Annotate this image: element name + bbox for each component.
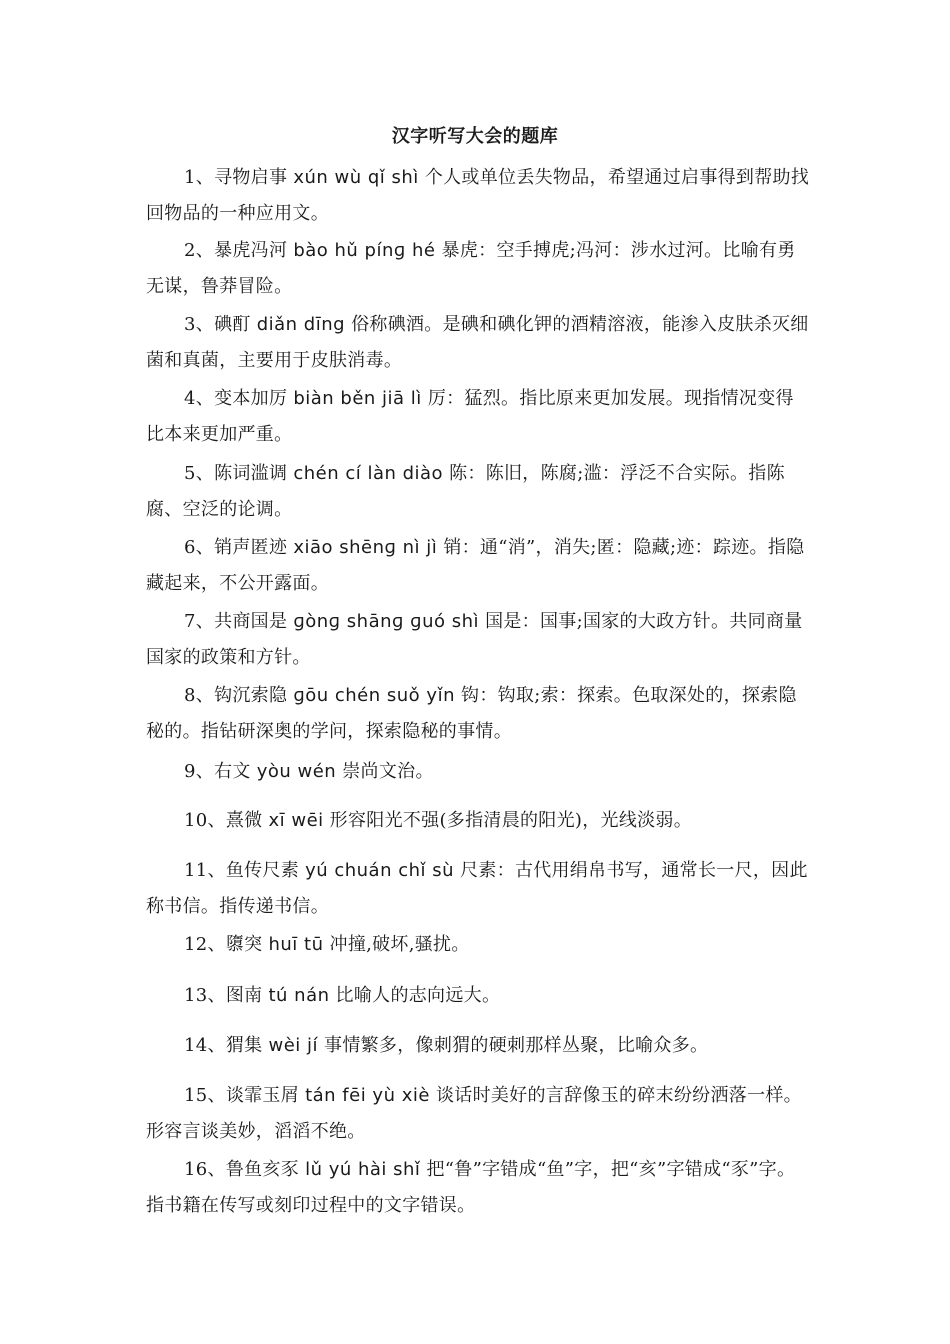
- entry-separator: 、: [195, 167, 215, 188]
- entry-pinyin: tú nán: [268, 985, 330, 1006]
- entry-13: [146, 978, 810, 1014]
- entry-number: 9: [184, 761, 196, 782]
- entry-separator: 、: [207, 934, 226, 955]
- entry-number: 4: [184, 388, 196, 409]
- entry-separator: 、: [195, 314, 215, 335]
- entry-word: 钩沉索隐: [214, 685, 288, 706]
- entry-pinyin: yú chuán chǐ sù: [305, 860, 455, 881]
- entry-separator: 、: [195, 388, 215, 409]
- entry-word: 猬集: [225, 1035, 263, 1056]
- entry-14: [146, 1028, 810, 1064]
- entry-separator: 、: [195, 761, 215, 782]
- entry-11: [146, 853, 810, 925]
- entry-definition: 暴虎：空手搏虎;冯河：涉水过河。比喻有勇无谋，鲁莽冒险。: [146, 240, 796, 297]
- entry-5: [146, 456, 810, 528]
- entry-number: 13: [184, 985, 208, 1006]
- entry-definition: 个人或单位丢失物品，希望通过启事得到帮助找回物品的一种应用文。: [146, 167, 810, 224]
- entry-9: [146, 754, 810, 790]
- entry-pinyin: xī wēi: [268, 810, 324, 831]
- entry-pinyin: ɡònɡ shānɡ ɡuó shì: [293, 611, 480, 632]
- entry-definition: 冲撞,破坏,骚扰。: [329, 934, 470, 955]
- entry-pinyin: wèi jí: [268, 1035, 318, 1056]
- entry-definition: 形容阳光不强(多指清晨的阳光)，光线淡弱。: [329, 810, 693, 831]
- entry-pinyin: tán fēi yù xiè: [305, 1085, 430, 1106]
- entry-word: 图南: [225, 985, 263, 1006]
- entry-number: 15: [184, 1085, 208, 1106]
- entry-pinyin: xiāo shēnɡ nì jì: [293, 537, 438, 558]
- entry-pinyin: lǔ yú hài shǐ: [305, 1159, 421, 1180]
- entry-number: 12: [184, 934, 208, 955]
- entry-definition: 谈话时美好的言辞像玉的碎末纷纷洒落一样。形容言谈美妙，滔滔不绝。: [146, 1085, 802, 1142]
- entry-1: [146, 160, 810, 232]
- entry-4: [146, 381, 810, 453]
- entry-separator: 、: [195, 611, 215, 632]
- entry-definition: 事情繁多，像刺猬的硬刺那样丛聚，比喻众多。: [324, 1035, 709, 1056]
- entry-separator: 、: [207, 860, 226, 881]
- entry-16: [146, 1152, 810, 1224]
- entry-12: [146, 927, 810, 963]
- entry-pinyin: yòu wén: [256, 761, 337, 782]
- entry-pinyin: biàn běn jiā lì: [293, 388, 422, 409]
- entry-definition: 崇尚文治。: [342, 761, 434, 782]
- entry-number: 7: [184, 611, 196, 632]
- entry-word: 暴虎冯河: [214, 240, 288, 261]
- entry-number: 8: [184, 685, 196, 706]
- entry-word: 销声匿迹: [214, 537, 288, 558]
- entry-number: 10: [184, 810, 208, 831]
- entry-3: [146, 307, 810, 379]
- entry-separator: 、: [207, 1159, 226, 1180]
- entry-word: 熹微: [225, 810, 263, 831]
- entry-definition: 尺素：古代用绢帛书写，通常长一尺，因此称书信。指传递书信。: [146, 860, 808, 917]
- entry-definition: 厉：猛烈。指比原来更加发展。现指情况变得比本来更加严重。: [146, 388, 794, 445]
- entry-definition: 俗称碘酒。是碘和碘化钾的酒精溶液，能渗入皮肤杀灭细菌和真菌，主要用于皮肤消毒。: [146, 314, 809, 371]
- entry-definition: 比喻人的志向远大。: [335, 985, 501, 1006]
- entry-number: 6: [184, 537, 196, 558]
- entry-word: 右文: [214, 761, 251, 782]
- entry-word: 陈词滥调: [214, 463, 288, 484]
- entry-word: 共商国是: [214, 611, 288, 632]
- entry-pinyin: ɡōu chén suǒ yǐn: [293, 685, 455, 706]
- entry-6: [146, 530, 810, 602]
- entry-word: 碘酊: [214, 314, 251, 335]
- entry-number: 2: [184, 240, 196, 261]
- entry-separator: 、: [195, 240, 215, 261]
- entry-definition: 陈：陈旧，陈腐;滥：浮泛不合实际。指陈腐、空泛的论调。: [146, 463, 785, 520]
- document-title: 汉字听写大会的题库: [391, 126, 559, 147]
- entry-separator: 、: [195, 537, 215, 558]
- entry-10: [146, 803, 810, 839]
- entry-15: [146, 1078, 810, 1150]
- entry-separator: 、: [207, 810, 226, 831]
- entry-separator: 、: [207, 1035, 226, 1056]
- entry-7: [146, 604, 810, 676]
- entry-pinyin: bào hǔ pínɡ hé: [293, 240, 436, 261]
- entry-word: 隳突: [225, 934, 263, 955]
- entry-pinyin: chén cí làn diào: [293, 463, 444, 484]
- entry-number: 1: [184, 167, 196, 188]
- entry-number: 11: [184, 860, 208, 881]
- entry-pinyin: huī tū: [268, 934, 324, 955]
- entry-number: 14: [184, 1035, 208, 1056]
- entry-pinyin: xún wù qǐ shì: [293, 167, 419, 188]
- entry-word: 寻物启事: [214, 167, 288, 188]
- entry-2: [146, 233, 810, 305]
- entry-word: 鱼传尺素: [225, 860, 300, 881]
- entry-definition: 销：通“消”，消失;匿：隐藏;迹：踪迹。指隐藏起来，不公开露面。: [146, 537, 805, 594]
- entry-separator: 、: [195, 685, 215, 706]
- entry-definition: 把“鲁”字错成“鱼”字，把“亥”字错成“豕”字。指书籍在传写或刻印过程中的文字错误。: [146, 1159, 796, 1216]
- entry-pinyin: diǎn dīng: [256, 314, 346, 335]
- entry-separator: 、: [207, 1085, 226, 1106]
- entry-number: 3: [184, 314, 196, 335]
- entry-definition: 钩：钩取;索：探索。色取深处的，探索隐秘的。指钻研深奥的学问，探索隐秘的事情。: [146, 685, 797, 742]
- entry-number: 5: [184, 463, 196, 484]
- entry-number: 16: [184, 1159, 208, 1180]
- entry-8: [146, 678, 810, 750]
- entry-word: 谈霏玉屑: [225, 1085, 300, 1106]
- entry-separator: 、: [207, 985, 226, 1006]
- entry-word: 鲁鱼亥豕: [225, 1159, 300, 1180]
- entry-word: 变本加厉: [214, 388, 288, 409]
- entry-definition: 国是：国事;国家的大政方针。共同商量国家的政策和方针。: [146, 611, 803, 668]
- entry-separator: 、: [195, 463, 215, 484]
